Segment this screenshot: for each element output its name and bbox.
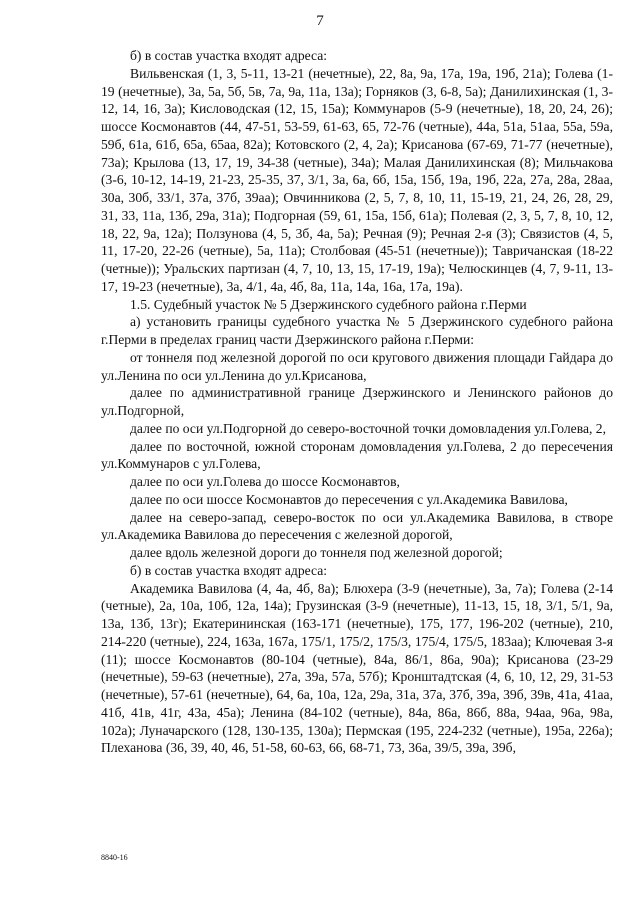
paragraph-boundary-1: от тоннеля под железной дорогой по оси кругового движения площади Гайдара до ул.Ленина по оси ул.Ленина до ул.Крисанова, [101,349,613,383]
paragraph-boundary-6: далее по оси шоссе Космонавтов до пересечения с ул.Академика Вавилова, [130,491,568,507]
paragraph-boundary-2: далее по административной границе Дзержинского и Ленинского районов до ул.Подгорной, [101,385,613,418]
paragraph-boundary-3: далее по оси ул.Подгорной до северо-восточной точки домовладения ул.Голева, 2, [130,420,606,436]
paragraph-addresses-list-4: Вильвенская (1, 3, 5-11, 13-21 (нечетные), 22, 8а, 9а, 17а, 19а, 19б, 21а); Голева (1-19 (нечетные), 3а, 5а, 5б, 5в, 7а, 9а, 11а, 13а); Горняков (3, 6-8, 5а); Данилихинская (1, 3-12, 14, 16, 3а); Кисловодская (12, 15, 15а); Коммунаров (5-9 (нечетные), 18, 20, 24, 26); шоссе Космонавтов (44, 47-51, 53-59, 61-63, 65, 72-76 (четные), 44а, 51а, 51аа, 55а, 59а, 59б, 61а, 61б, 65а, 65аа, 82а); Котовского (2, 4, 2а); Крисанова (67-69, 71-77 (нечетные), 73а); Крылова (13, 17, 19, 34-38 (четные), 34а); Малая Данилихинская (8); Мильчакова (3-6, 10-12, 14-19, 21-23, 25-35, 37, 3/1, 3а, 6а, 6б, 15а, 15б, 19а, 19б, 22а, 27а, 28а, 28аа, 30а, 30б, 33/1, 37а, 37б, 39аа); Овчинникова (2, 5, 7, 8, 10, 11, 15-19, 21, 24, 26, 28, 29, 31, 33, 11а, 13б, 29а, 31а); Подгорная (59, 61, 15а, 15б, 61а); Полевая (2, 3, 5, 7, 8, 10, 12, 18, 22, 9а, 12а); Ползунова (4, 5, 3б, 4а, 5а); Речная (9); Речная 2-я (3); Связистов (4, 5, 11, 17-20, 22-26 (четные), 5а, 11а); Столбовая (45-51 (нечетные)); Тавричанская (18-22 (четные)); Уральских партизан (4, 7, 10, 13, 15, 17-19, 19а); Челюскинцев (4, 7, 9-11, 13-17, 19-23 (нечетные), 3а, 4/1, 4а, 4б, 8а, 11а, 14а, 16а, 17а, 19а). [101,65,613,294]
page-number: 7 [316,13,324,29]
footer-document-code: 8840-16 [101,853,128,862]
document-body [101,47,613,757]
paragraph-addresses-header-5: б) в состав участка входят адреса: [130,562,328,578]
paragraph-boundary-8: далее вдоль железной дороги до тоннеля под железной дорогой; [130,545,503,560]
paragraph-section-1-5-title: 1.5. Судебный участок № 5 Дзержинского судебного района г.Перми [130,296,527,312]
paragraph-boundary-5: далее по оси ул.Голева до шоссе Космонавтов, [130,474,400,489]
paragraph-boundaries-header: а) установить границы судебного участка № 5 Дзержинского судебного района г.Перми в пределах границ части Дзержинского района г.Перми: [101,314,613,347]
paragraph-boundary-7: далее на северо-запад, северо-восток по оси ул.Академика Вавилова, в створе ул.Академика Вавилова до пересечения с железной дорогой, [101,509,613,543]
paragraph-addresses-header-4: б) в состав участка входят адреса: [130,48,328,63]
paragraph-addresses-list-5: Академика Вавилова (4, 4а, 4б, 8а); Блюхера (3-9 (нечетные), 3а, 7а); Голева (2-14 (четные), 2а, 10а, 10б, 12а, 14а); Грузинская (3-9 (нечетные), 11-13, 15, 18, 3/1, 5/1, 9а, 13а, 13б, 13г); Екатерининская (163-171 (нечетные), 175, 177, 196-202 (четные), 210, 214-220 (четные), 224, 163а, 167а, 175/1, 175/2, 175/3, 175/4, 175/5, 183аа); Ключевая 3-я (11); шоссе Космонавтов (80-104 (четные), 84а, 86/1, 86а, 90а); Крисанова (23-29 (нечетные), 59-63 (нечетные), 27а, 39а, 57а, 57б); Кронштадтская (4, 6, 10, 12, 29, 31-53 (нечетные), 57-61 (нечетные), 64, 6а, 10а, 12а, 29а, 31а, 37а, 37б, 39а, 39б, 39в, 41а, 41аа, 41б, 41в, 41г, 43а, 45а); Ленина (84-102 (четные), 84а, 86а, 86б, 88а, 94аа, 96а, 98а, 102а); Луначарского (128, 130-135, 130а); Пермская (195, 224-232 (четные), 195а, 226а); Плеханова (36, 39, 40, 46, 51-58, 60-63, 66, 68-71, 73, 36а, 39/5, 39а, 39б, [101,580,613,756]
paragraph-boundary-4: далее по восточной, южной сторонам домовладения ул.Голева, 2 до пересечения ул.Коммунаров с ул.Голева, [101,438,613,472]
